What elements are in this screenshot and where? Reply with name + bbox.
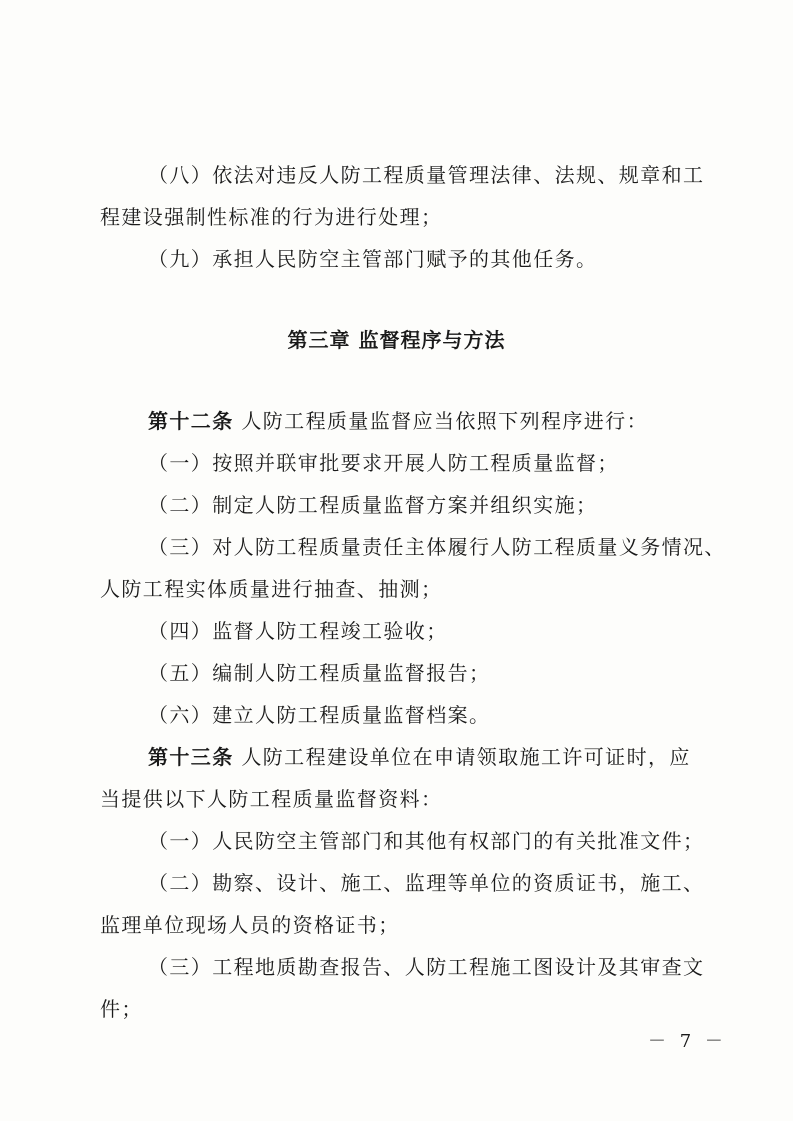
paragraph-item-8-continued: 程建设强制性标准的行为进行处理； [100, 205, 443, 229]
article-12-item-3-continued: 人防工程实体质量进行抽查、抽测； [100, 577, 443, 601]
article-13-item-3: （三）工程地质勘查报告、人防工程施工图设计及其审查文 [148, 955, 705, 979]
article-13 [148, 744, 691, 770]
article-12-label: 第十二条 [148, 409, 234, 433]
article-12-text: 人防工程质量监督应当依照下列程序进行： [233, 409, 648, 433]
article-12-item-2: （二）制定人防工程质量监督方案并组织实施； [148, 493, 598, 517]
article-13-text: 人防工程建设单位在申请领取施工许可证时，应 [233, 745, 691, 769]
article-13-label: 第十三条 [148, 745, 234, 769]
article-12 [148, 408, 648, 434]
paragraph-item-8: （八）依法对违反人防工程质量管理法律、法规、规章和工 [148, 163, 705, 187]
article-12-item-4: （四）监督人防工程竣工验收； [148, 619, 448, 643]
article-13-item-2-continued: 监理单位现场人员的资格证书； [100, 913, 400, 937]
article-12-item-6: （六）建立人防工程质量监督档案。 [148, 703, 491, 727]
article-12-item-1: （一）按照并联审批要求开展人防工程质量监督； [148, 451, 619, 475]
article-13-item-1: （一）人民防空主管部门和其他有权部门的有关批准文件； [148, 829, 705, 853]
article-13-item-3-continued: 件； [100, 997, 143, 1021]
chapter-title: 第三章 监督程序与方法 [287, 328, 506, 352]
paragraph-item-9: （九）承担人民防空主管部门赋予的其他任务。 [148, 247, 598, 271]
article-12-item-5: （五）编制人防工程质量监督报告； [148, 661, 491, 685]
page-number: － 7 － [648, 1031, 727, 1052]
article-13-continued: 当提供以下人防工程质量监督资料： [100, 787, 443, 811]
article-12-item-3: （三）对人防工程质量责任主体履行人防工程质量义务情况、 [148, 535, 726, 559]
article-13-item-2: （二）勘察、设计、施工、监理等单位的资质证书，施工、 [148, 871, 705, 895]
